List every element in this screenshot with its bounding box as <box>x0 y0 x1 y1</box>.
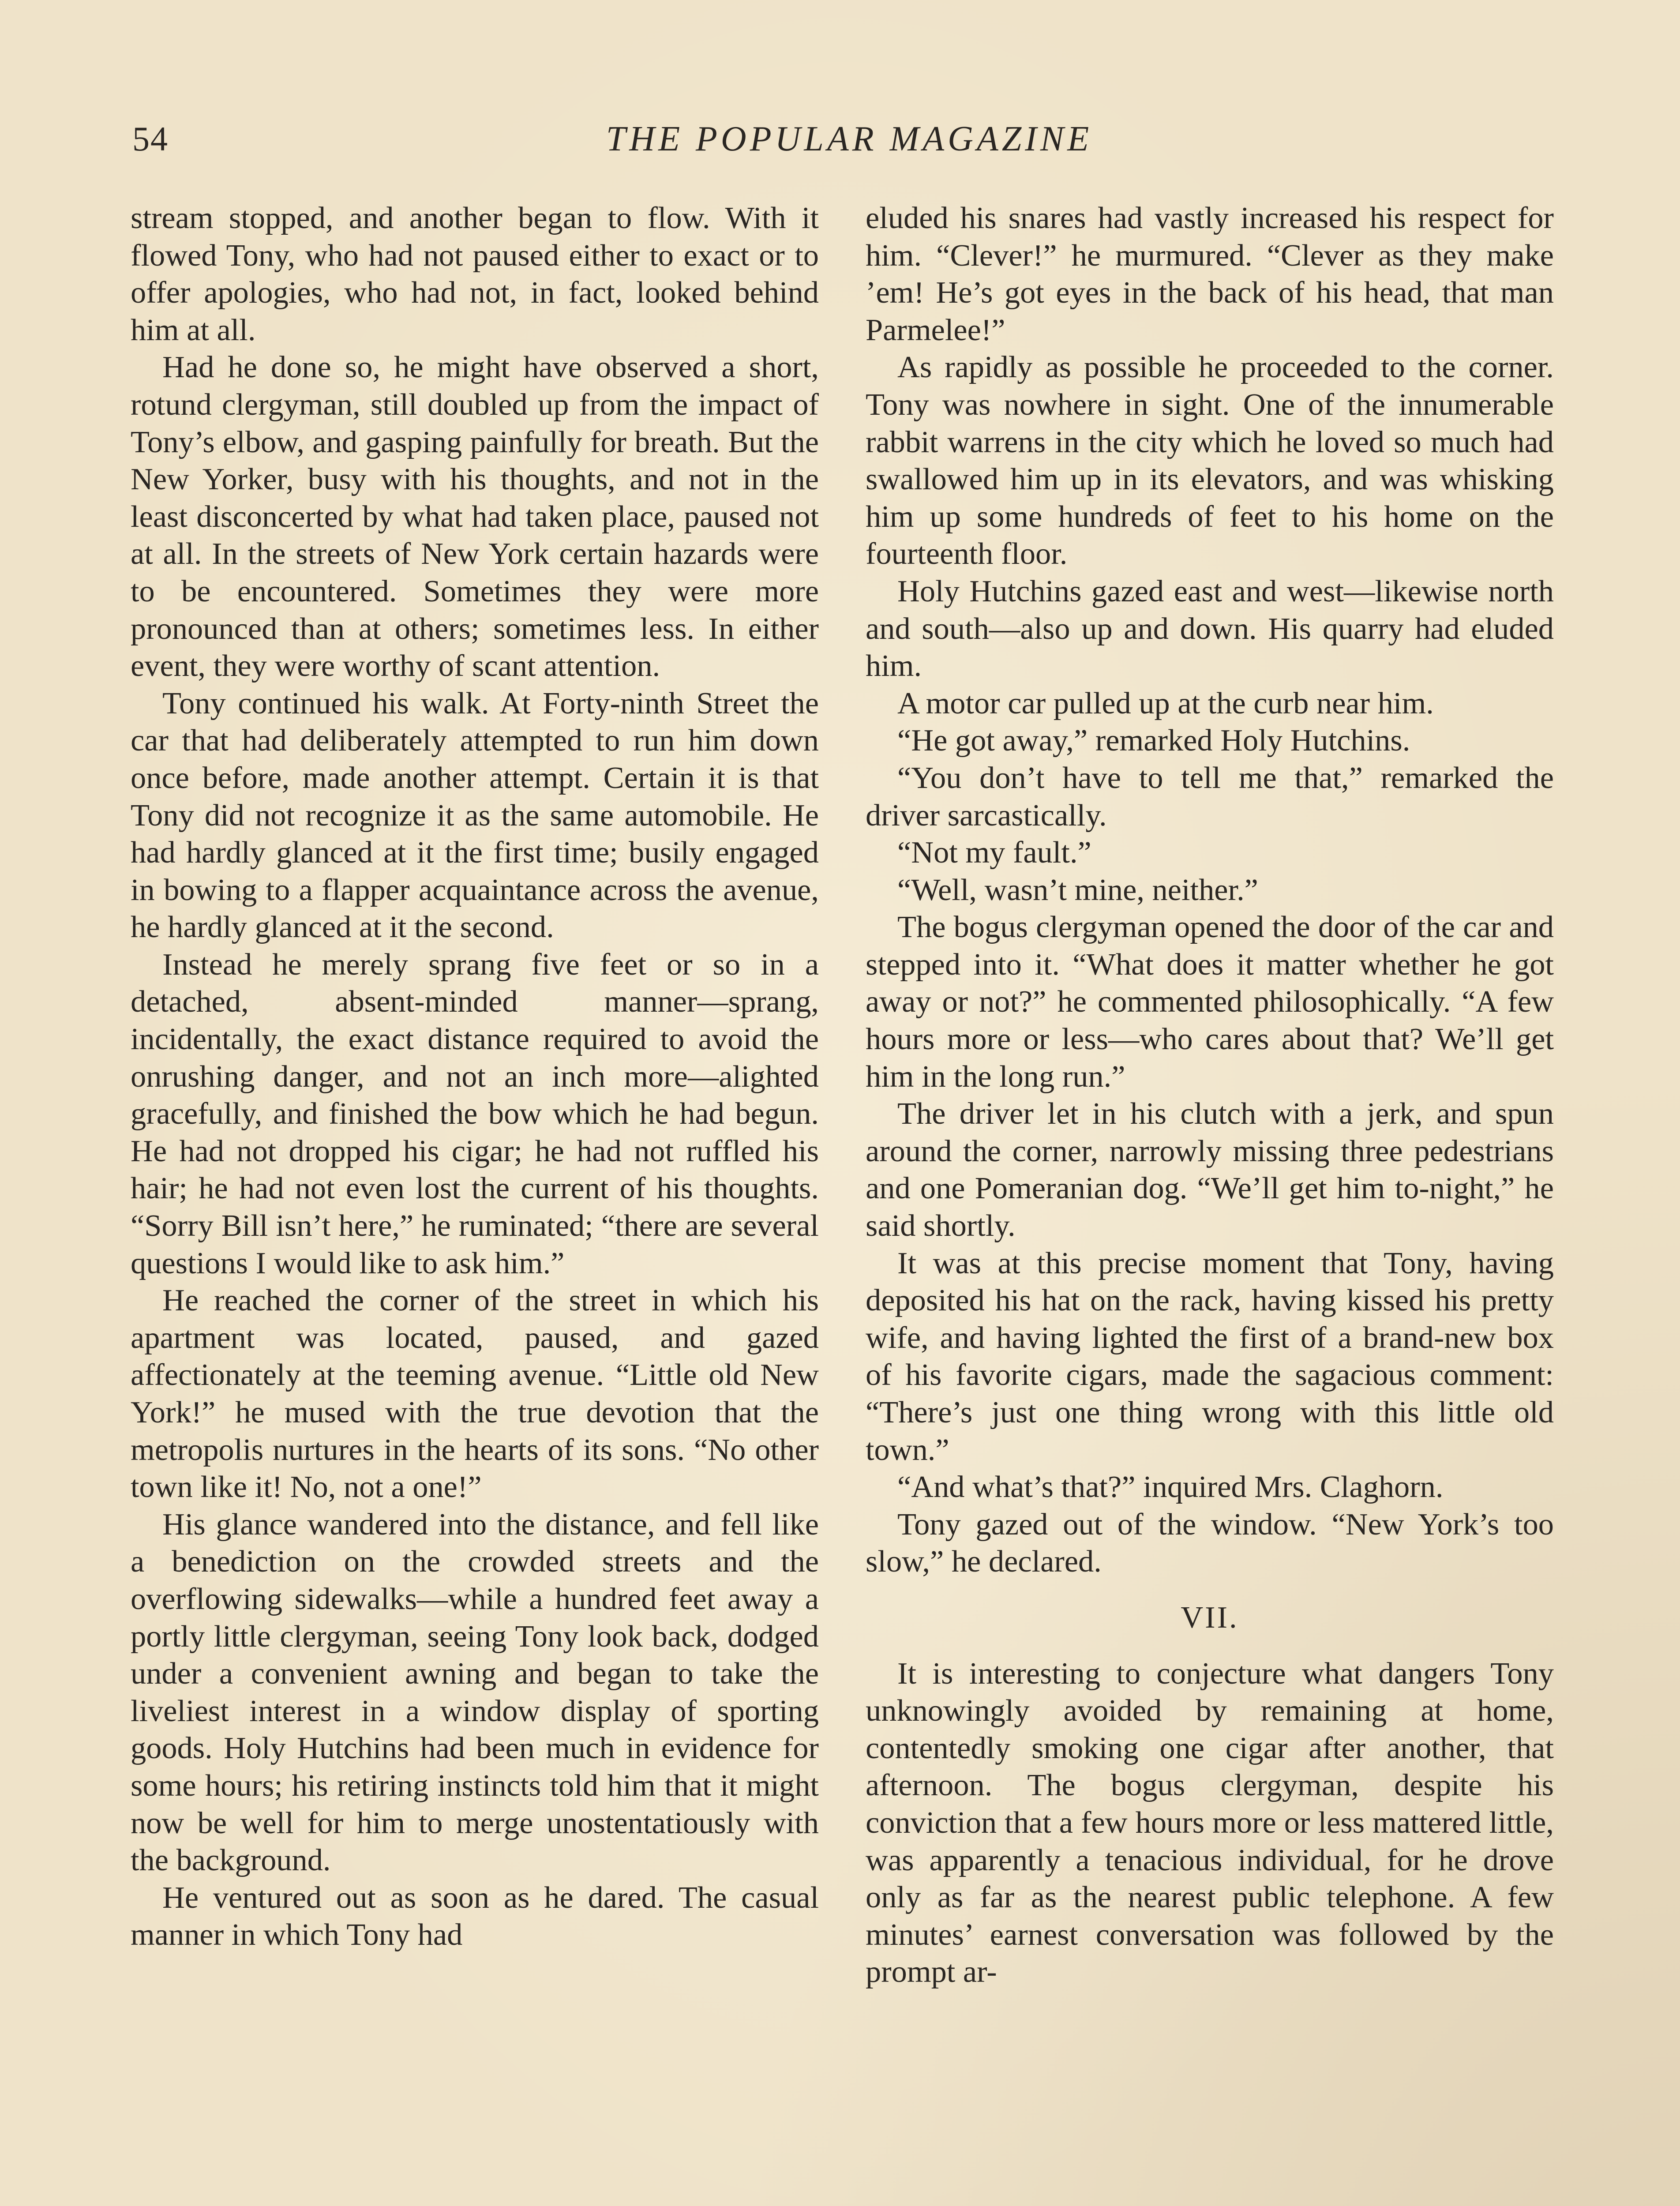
running-head: THE POPULAR MAGAZINE <box>606 120 1093 158</box>
paragraph: It is interesting to conjecture what dangers Tony unknowingly avoided by remaining at home, contentedly smoking one cigar after another, that afternoon. The bogus clergyman, despite his conviction that a few hours more or less mattered little, was apparently a tenacious individual, for he drove only as far as the nearest public telephone. A few minutes’ earnest conversation was followed by the prompt ar- <box>866 1656 1554 1989</box>
paragraph: He reached the corner of the street in which his apartment was located, paused, and gazed affectionately at the teeming avenue. “Little old New York!” he mused with the true devotion that the metropolis nurtures in the hearts of its sons. “No other town like it! No, not a one!” <box>131 1283 819 1504</box>
paragraph: The bogus clergyman opened the door of the car and stepped into it. “What does it matter whether he got away or not?” he commented philosophically. “A few hours more or less—who cares about that? We’ll get him in the long run.” <box>866 910 1554 1094</box>
paragraph: The driver let in his clutch with a jerk, and spun around the corner, narrowly missing three pedestrians and one Pomeranian dog. “We’ll get him to-night,” he said shortly. <box>866 1096 1554 1243</box>
paragraph: “He got away,” remarked Holy Hutchins. <box>897 723 1410 758</box>
paragraph: Tony gazed out of the window. “New York’s too slow,” he declared. <box>866 1507 1554 1579</box>
page-header <box>132 119 1566 168</box>
paragraph: Tony continued his walk. At Forty-ninth Street the car that had deliberately attempted to run him down once before, made another attempt. Certain it is that Tony did not recognize it as the same automobile. He had hardly glanced at it the first time; busily engaged in bowing to a flapper acquaintance across the avenue, he hardly glanced at it the second. <box>131 686 819 945</box>
paragraph: eluded his snares had vastly increased his respect for him. “Clever!” he murmured. “Clever as they make ’em! He’s got eyes in the back of his head, that man Parmelee!” <box>866 201 1554 347</box>
paragraph: “You don’t have to tell me that,” remarked the driver sarcastically. <box>866 760 1554 833</box>
paragraph: His glance wandered into the distance, and fell like a benediction on the crowded streets and the overflowing sidewalks—while a hundred feet away a portly little clergyman, seeing Tony look back, dodged under a convenient awning and began to take the liveliest interest in a window display of sporting goods. Holy Hutchins had been much in evidence for some hours; his retiring instincts told him that it might now be well for him to merge unostentatiously with the background. <box>131 1507 819 1878</box>
paragraph: A motor car pulled up at the curb near him. <box>897 686 1434 720</box>
paragraph: stream stopped, and another began to flow. With it flowed Tony, who had not paused either to exact or to offer apologies, who had not, in fact, looked behind him at all. <box>131 201 819 347</box>
paragraph: Had he done so, he might have observed a short, rotund clergyman, still doubled up from the impact of Tony’s elbow, and gasping painfully for breath. But the New Yorker, busy with his thoughts, and not in the least disconcerted by what had taken place, paused not at all. In the streets of New York certain hazards were to be encountered. Sometimes they were more pronounced than at others; sometimes less. In either event, they were worthy of scant attention. <box>131 350 819 683</box>
paragraph: “Well, wasn’t mine, neither.” <box>897 872 1258 907</box>
paragraph: He ventured out as soon as he dared. The casual manner in which Tony had <box>131 1880 819 1952</box>
paragraph: Instead he merely sprang five feet or so in a detached, absent-minded manner—sprang, incidentally, the exact distance required to avoid the onrushing danger, and not an inch more—alighted gracefully, and finished the bow which he had begun. He had not dropped his cigar; he had not ruffled his hair; he had not even lost the current of his thoughts. “Sorry Bill isn’t here,” he ruminated; “there are several questions I would like to ask him.” <box>131 947 819 1280</box>
paragraph: “And what’s that?” inquired Mrs. Claghorn. <box>897 1470 1444 1504</box>
paragraph: “Not my fault.” <box>897 835 1091 870</box>
left-column <box>131 199 819 1954</box>
page-number: 54 <box>132 120 169 158</box>
right-column <box>866 199 1554 1991</box>
paragraph: It was at this precise moment that Tony, having deposited his hat on the rack, having kissed his pretty wife, and having lighted the first of a brand-new box of his favorite cigars, made the sagacious comment: “There’s just one thing wrong with this little old town.” <box>866 1246 1554 1467</box>
paragraph: As rapidly as possible he proceeded to the corner. Tony was nowhere in sight. One of the innumerable rabbit warrens in the city which he loved so much had swallowed him up in its elevators, and was whisking him up some hundreds of feet to his home on the fourteenth floor. <box>866 350 1554 571</box>
paragraph: Holy Hutchins gazed east and west—likewise north and south—also up and down. His quarry had eluded him. <box>866 574 1554 683</box>
section-heading: VII. <box>1181 1600 1239 1635</box>
